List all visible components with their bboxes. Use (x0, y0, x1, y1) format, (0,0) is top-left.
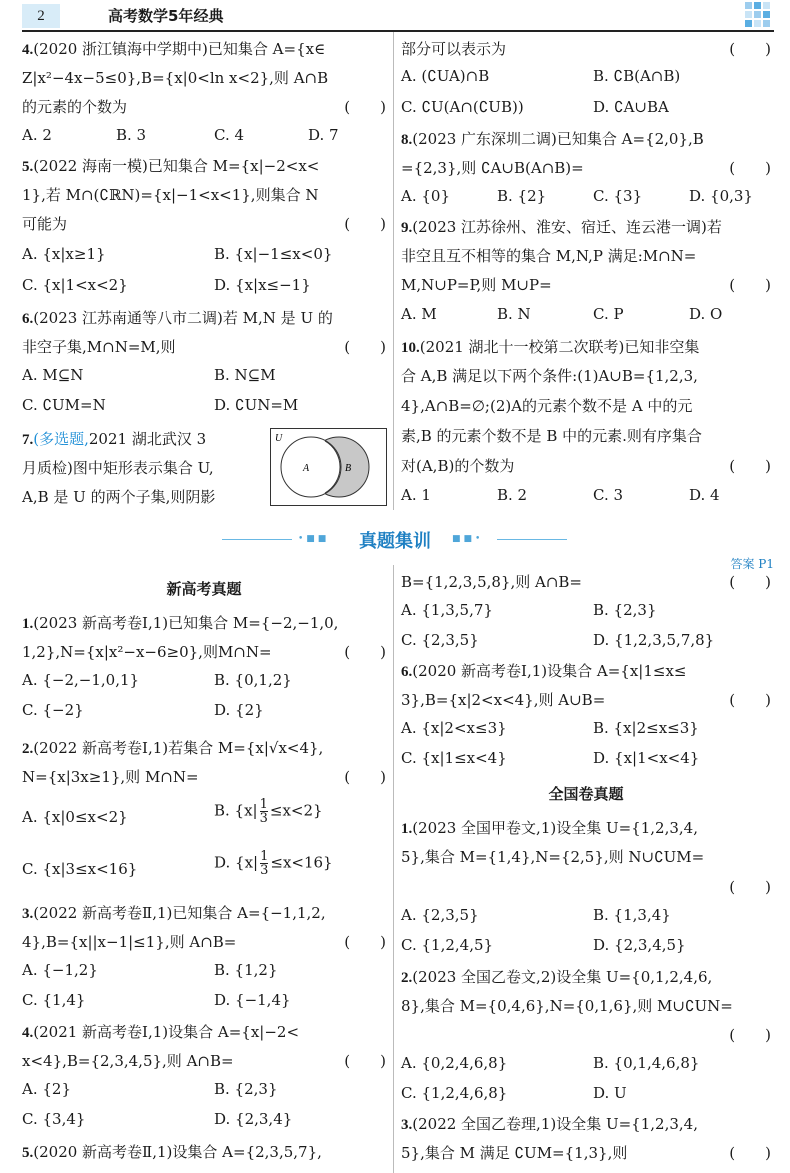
fraction: $\frac{1}{3}$ (260, 849, 269, 878)
option: A. {2,3,5} (401, 906, 479, 924)
question-line: x<4},B={2,3,4,5},则 A∩B= (22, 1052, 234, 1070)
option: D. O (689, 305, 723, 323)
question-line: 6.(2023 江苏南通等八市二调)若 M,N 是 U 的 (22, 309, 333, 327)
option: A. 2 (22, 126, 52, 144)
option: D. U (593, 1084, 627, 1102)
answer-paren: ( ) (344, 643, 386, 661)
option: D. {x| $\frac{1}{3}$ ≤x<16} (214, 849, 333, 878)
option: C. P (593, 305, 624, 323)
answer-paren: ( ) (344, 98, 386, 116)
book-title: 高考数学5年经典 (108, 7, 224, 25)
answer-paren: ( ) (344, 215, 386, 233)
question-line: ={2,3},则 ∁A∪B(A∩B)= (401, 159, 584, 177)
option: B. N⊆M (214, 366, 276, 384)
venn-label-u: U (275, 433, 283, 444)
answer-paren: ( ) (729, 159, 771, 177)
fraction: $\frac{1}{3}$ (259, 797, 268, 826)
option: D. {x|1<x<4} (593, 749, 700, 767)
question-line: 5.(2022 海南一模)已知集合 M={x|−2<x< (22, 157, 320, 175)
option: C. 4 (214, 126, 245, 144)
question-line: B={1,2,3,5,8},则 A∩B= (401, 573, 582, 591)
question-line: 4.(2021 新高考卷Ⅰ,1)设集合 A={x|−2< (22, 1023, 300, 1041)
option: A. (∁UA)∩B (401, 67, 490, 85)
option: B. 2 (497, 486, 528, 504)
decorative-dots-icon: ■■• (452, 534, 484, 544)
option: A. {2} (22, 1080, 71, 1098)
question-line: 1},若 M∩(∁ℝN)={x|−1<x<1},则集合 N (22, 186, 319, 204)
question-line: 5},集合 M 满足 ∁UM={1,3},则 (401, 1144, 628, 1162)
question-line: 4},A∩B=∅;(2)A的元素个数不是 A 中的元 (401, 397, 693, 415)
option: D. {−1,4} (214, 991, 291, 1009)
venn-label-b: B (345, 463, 352, 474)
option: C. {1,2,4,6,8} (401, 1084, 508, 1102)
option: A. {x|x≥1} (22, 245, 106, 263)
option: A. 1 (401, 486, 431, 504)
option: B. 3 (116, 126, 147, 144)
option: D. {2,3,4,5} (593, 936, 686, 954)
question-line: 素,B 的元素个数不是 B 中的元素.则有序集合 (401, 427, 702, 445)
subsection-title: 新高考真题 (166, 580, 242, 598)
option: B. {0,1,4,6,8} (593, 1054, 700, 1072)
page-number: 2 (22, 4, 60, 28)
question-line: 8.(2023 广东深圳二调)已知集合 A={2,0},B (401, 130, 704, 148)
answer-paren: ( ) (729, 691, 771, 709)
option: A. {1,3,5,7} (401, 601, 493, 619)
option: D. {0,3} (689, 187, 753, 205)
option: D. 4 (689, 486, 720, 504)
question-line: N={x|3x≥1},则 M∩N= (22, 768, 199, 786)
answer-paren: ( ) (729, 573, 771, 591)
venn-label-a: A (303, 463, 310, 474)
answer-paren: ( ) (344, 933, 386, 951)
question-line: 合 A,B 满足以下两个条件:(1)A∪B={1,2,3, (401, 367, 698, 385)
option: C. ∁U(A∩(∁UB)) (401, 98, 524, 116)
option: D. 7 (308, 126, 339, 144)
question-line: 1.(2023 新高考卷Ⅰ,1)已知集合 M={−2,−1,0, (22, 614, 339, 632)
option: C. {−2} (22, 701, 84, 719)
question-line: 2.(2022 新高考卷Ⅰ,1)若集合 M={x|√x<4}, (22, 739, 324, 757)
question-line: 的元素的个数为 (22, 98, 128, 116)
option: A. M⊆N (22, 366, 84, 384)
question-line: 4},B={x||x−1|≤1},则 A∩B= (22, 933, 237, 951)
question-line: 1,2},N={x|x²−x−6≥0},则M∩N= (22, 643, 272, 661)
option: B. ∁B(A∩B) (593, 67, 681, 85)
answer-paren: ( ) (729, 40, 771, 58)
question-line: 4.(2020 浙江镇海中学期中)已知集合 A={x∈ (22, 40, 326, 58)
bottom-left-column (22, 0, 386, 1173)
section-title: 真题集训 (359, 531, 431, 552)
option: B. N (497, 305, 531, 323)
option: D. {1,2,3,5,7,8} (593, 631, 715, 649)
question-line: 非空子集,M∩N=M,则 (22, 338, 176, 356)
column-divider (393, 565, 394, 1173)
option: B. {1,3,4} (593, 906, 671, 924)
answer-paren: ( ) (729, 457, 771, 475)
question-line: A,B 是 U 的两个子集,则阴影 (22, 488, 216, 506)
option: C. {3} (593, 187, 643, 205)
question-line: Z|x²−4x−5≤0},B={x|0<ln x<2},则 A∩B (22, 69, 329, 87)
question-line: 对(A,B)的个数为 (401, 457, 515, 475)
answer-paren: ( ) (729, 878, 771, 896)
question-line: 月质检)图中矩形表示集合 U, (22, 459, 214, 477)
option: B. {2,3} (214, 1080, 278, 1098)
option: C. {x|3≤x<16} (22, 860, 138, 878)
question-line: 部分可以表示为 (401, 40, 507, 58)
option: C. {x|1<x<2} (22, 276, 128, 294)
answer-paren: ( ) (344, 768, 386, 786)
option: C. 3 (593, 486, 624, 504)
option: A. {x|2<x≤3} (401, 719, 507, 737)
question-line: 非空且互不相等的集合 M,N,P 满足:M∩N= (401, 247, 697, 265)
option: B. {2,3} (593, 601, 657, 619)
option: B. {2} (497, 187, 547, 205)
decorative-dots-icon: •■■ (298, 534, 330, 544)
option: B. {x| $\frac{1}{3}$ ≤x<2} (214, 797, 323, 826)
question-line: 9.(2023 江苏徐州、淮安、宿迁、连云港一调)若 (401, 218, 722, 236)
option: C. {1,2,4,5} (401, 936, 494, 954)
answer-paren: ( ) (729, 1144, 771, 1162)
option: C. {x|1≤x<4} (401, 749, 507, 767)
answer-paren: ( ) (344, 338, 386, 356)
answer-reference: 答案 P1 (730, 557, 774, 571)
subsection-title: 全国卷真题 (548, 785, 624, 803)
option: A. {0} (401, 187, 450, 205)
option: A. {0,2,4,6,8} (401, 1054, 508, 1072)
question-line: 3},B={x|2<x<4},则 A∪B= (401, 691, 606, 709)
question-line: M,N∪P=P,则 M∪P= (401, 276, 552, 294)
question-line: 3.(2022 全国乙卷理,1)设全集 U={1,2,3,4, (401, 1115, 698, 1133)
option: B. {x|−1≤x<0} (214, 245, 333, 263)
option: D. {2,3,4} (214, 1110, 293, 1128)
option: B. {1,2} (214, 961, 278, 979)
question-line: 5},集合 M={1,4},N={2,5},则 N∪∁UM= (401, 848, 705, 866)
option: C. {2,3,5} (401, 631, 479, 649)
option: A. {−2,−1,0,1} (22, 671, 140, 689)
column-divider (393, 32, 394, 510)
question-line: 5.(2020 新高考卷Ⅱ,1)设集合 A={2,3,5,7}, (22, 1143, 322, 1161)
option: C. ∁UM=N (22, 396, 106, 414)
option: D. {x|x≤−1} (214, 276, 311, 294)
question-line: 1.(2023 全国甲卷文,1)设全集 U={1,2,3,4, (401, 819, 698, 837)
option: A. {x|0≤x<2} (22, 808, 128, 826)
question-line: 7.(多选题,2021 湖北武汉 3 (22, 430, 207, 448)
option: C. {1,4} (22, 991, 86, 1009)
option: A. {−1,2} (22, 961, 98, 979)
bottom-right-column (401, 0, 771, 1173)
answer-paren: ( ) (729, 1026, 771, 1044)
option: D. ∁UN=M (214, 396, 299, 414)
question-line: 3.(2022 新高考卷Ⅱ,1)已知集合 A={−1,1,2, (22, 904, 326, 922)
option: D. {2} (214, 701, 264, 719)
question-line: 2.(2023 全国乙卷文,2)设全集 U={0,1,2,4,6, (401, 968, 713, 986)
answer-paren: ( ) (729, 276, 771, 294)
question-line: 6.(2020 新高考卷Ⅰ,1)设集合 A={x|1≤x≤ (401, 662, 687, 680)
answer-paren: ( ) (344, 1052, 386, 1070)
option: D. ∁A∪BA (593, 98, 669, 116)
option: C. {3,4} (22, 1110, 86, 1128)
question-line: 8},集合 M={0,4,6},N={0,1,6},则 M∪∁UN= (401, 997, 733, 1015)
question-line: 10.(2021 湖北十一校第二次联考)已知非空集 (401, 338, 700, 356)
question-line: 可能为 (22, 215, 68, 233)
option: B. {x|2≤x≤3} (593, 719, 699, 737)
option: A. M (401, 305, 437, 323)
option: B. {0,1,2} (214, 671, 292, 689)
